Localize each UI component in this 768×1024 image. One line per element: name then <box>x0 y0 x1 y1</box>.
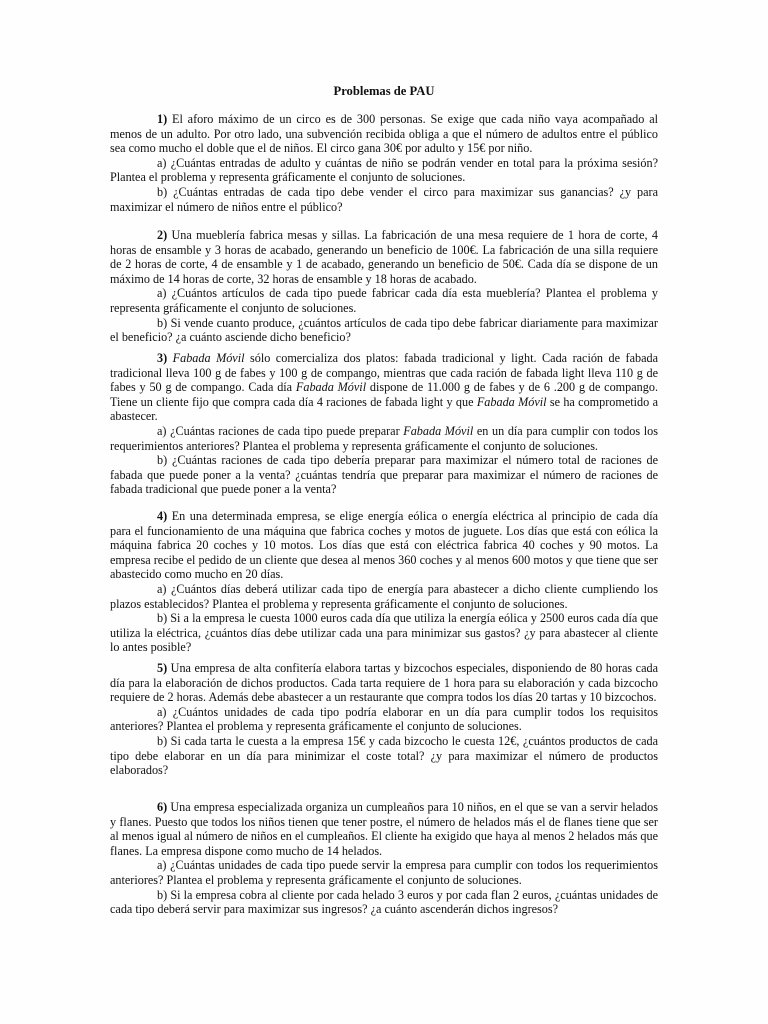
problem-2-part-a: a) ¿Cuántos artículos de cada tipo puede fabricar cada día esta mueblería? Plantea el problema y representa gráficamente el conjunto de soluciones. <box>110 286 658 315</box>
page-title: Problemas de PAU <box>333 84 435 98</box>
problem-text: Una empresa especializada organiza un cumpleaños para 10 niños, en el que se van a servir helados y flanes. Puesto que todos los niños tienen que tener postre, el número de helados más el de flanes tiene que ser al menos igual al número de niños en el cumpleaños. El cliente ha exigido que haya al menos 2 helados más que flanes. La empresa dispone como mucho de 14 helados. <box>110 800 658 858</box>
problem-text: Una empresa de alta confitería elabora tartas y bizcochos especiales, disponiendo de 80 horas cada día para la elaboración de dichos productos. Cada tarta requiere de 1 hora para su elaboración y cada bizcocho requiere de 2 horas. Además debe abastecer a un restaurante que compra todos los días 20 tartas y 10 bizcochos. <box>110 661 658 705</box>
brand-name: Fabada Móvil <box>295 380 367 395</box>
problem-6 <box>110 800 658 917</box>
part-text: en un día para cumplir con todos los requerimientos anteriores? Plantea el problema y representa gráficamente el conjunto de soluciones. <box>110 423 658 453</box>
problem-text: se ha comprometido a abastecer. <box>110 394 658 424</box>
problem-text: Una mueblería fabrica mesas y sillas. La fabricación de una mesa requiere de 1 hora de corte, 4 horas de ensamble y 3 horas de acabado, generando un beneficio de 100€. La fabricación de una silla requiere de 2 horas de corte, 4 de ensamble y 1 de acabado, generando un beneficio de 50€. Cada día se dispone de un máximo de 14 horas de corte, 32 horas de ensamble y 18 horas de acabado. <box>110 228 658 286</box>
problem-4 <box>110 509 658 655</box>
problem-text: sólo comercializa dos platos: fabada tradicional y light. Cada ración de fabada tradicional lleva 100 g de fabes y 100 g de compango, mientras que cada ración de fabada light lleva 110 g de fabes y 50 g de compango. Cada día <box>110 351 658 395</box>
problem-number: 2) <box>157 228 168 242</box>
problem-3-statement <box>110 351 658 424</box>
problem-number: 6) <box>157 800 168 814</box>
problem-number: 4) <box>157 509 168 523</box>
problem-1-part-b: b) ¿Cuántas entradas de cada tipo debe vender el circo para maximizar sus ganancias? ¿y para maximizar el número de niños entre el público? <box>110 184 658 214</box>
problem-1-part-a: a) ¿Cuántas entradas de adulto y cuántas de niño se podrán vender en total para la próxima sesión? Plantea el problema y representa gráficamente el conjunto de soluciones. <box>110 155 658 185</box>
problem-text: En una determinada empresa, se elige energía eólica o energía eléctrica al principio de cada día para el funcionamiento de una máquina que fabrica coches y motos de juguete. Los días que está con eólica la máquina fabrica 20 coches y 10 motos. Los días que está con eléctrica fabrica 40 coches y 90 motos. La empresa recibe el pedido de un cliente que desea al menos 360 coches y al menos 600 motos y que tiene que ser abastecido como mucho en 20 días. <box>110 509 658 582</box>
problem-number: 3) <box>157 351 168 365</box>
problem-6-part-b: b) Si la empresa cobra al cliente por cada helado 3 euros y por cada flan 2 euros, ¿cuántas unidades de cada tipo deberá servir para maximizar sus ingresos? ¿a cuánto ascenderán dichos ingresos? <box>110 887 658 917</box>
problem-2-part-b: b) Si vende cuanto produce, ¿cuántos artículos de cada tipo debe fabricar diariamente para maximizar el beneficio? ¿a cuánto asciende dicho beneficio? <box>110 315 658 345</box>
problem-4-part-b: b) Si a la empresa le cuesta 1000 euros cada día que utiliza la energía eólica y 2500 euros cada día que utiliza la eléctrica, ¿cuántos días debe utilizar cada una para minimizar sus gastos? ¿y para abastecer al cliente lo antes posible? <box>110 611 658 655</box>
problem-number: 5) <box>157 661 168 675</box>
problem-4-statement <box>110 509 658 582</box>
problem-3-part-a <box>110 424 658 453</box>
problem-4-part-a: a) ¿Cuántos días deberá utilizar cada tipo de energía para abastecer a dicho cliente cumpliendo los plazos establecidos? Plantea el problema y representa gráficamente el conjunto de soluciones. <box>110 581 658 611</box>
brand-name: Fabada Móvil <box>403 423 474 438</box>
problem-text: El aforo máximo de un circo es de 300 personas. Se exige que cada niño vaya acompañado al menos de un adulto. Por otro lado, una subvención recibida obliga a que el número de adultos entre el público sea como mucho el doble que el de niños. El circo gana 30€ por adulto y 15€ por niño. <box>110 112 658 156</box>
problem-1-statement <box>110 112 658 156</box>
problem-1 <box>110 112 658 214</box>
problem-2 <box>110 228 658 345</box>
problem-5 <box>110 661 658 778</box>
problem-5-part-a: a) ¿Cuántos unidades de cada tipo podría elaborar en un día para cumplir todos los requisitos anteriores? Plantea el problema y representa gráficamente el conjunto de soluciones. <box>110 704 658 734</box>
problem-6-part-a: a) ¿Cuántas unidades de cada tipo puede servir la empresa para cumplir con todos los requerimientos anteriores? Plantea el problema y representa gráficamente el conjunto de soluciones. <box>110 858 658 887</box>
problem-3-part-b: b) ¿Cuántas raciones de cada tipo debería preparar para maximizar el número total de raciones de fabada que puede poner a la venta? ¿cuántas tendría que preparar para maximizar el número de raciones de fabada tradicional que puede poner a la venta? <box>110 453 658 497</box>
problem-text: dispone de 11.000 g de fabes y de 6 .200 g de compango. Tiene un cliente fijo que compra cada día 4 raciones de fabada light y que <box>110 380 658 409</box>
part-text: a) ¿Cuántas raciones de cada tipo puede preparar <box>157 423 404 438</box>
brand-name: Fabada Móvil <box>172 351 245 365</box>
problem-3 <box>110 351 658 497</box>
brand-name: Fabada Móvil <box>476 394 547 409</box>
problem-number: 1) <box>157 112 168 126</box>
problem-5-statement <box>110 661 658 705</box>
problem-2-statement <box>110 228 658 286</box>
problem-5-part-b: b) Si cada tarta le cuesta a la empresa 15€ y cada bizcocho le cuesta 12€, ¿cuántos productos de cada tipo debe elaborar en un día para minimizar el coste total? ¿y para maximizar el número de productos elaborados? <box>110 733 658 778</box>
problem-6-statement <box>110 800 658 858</box>
